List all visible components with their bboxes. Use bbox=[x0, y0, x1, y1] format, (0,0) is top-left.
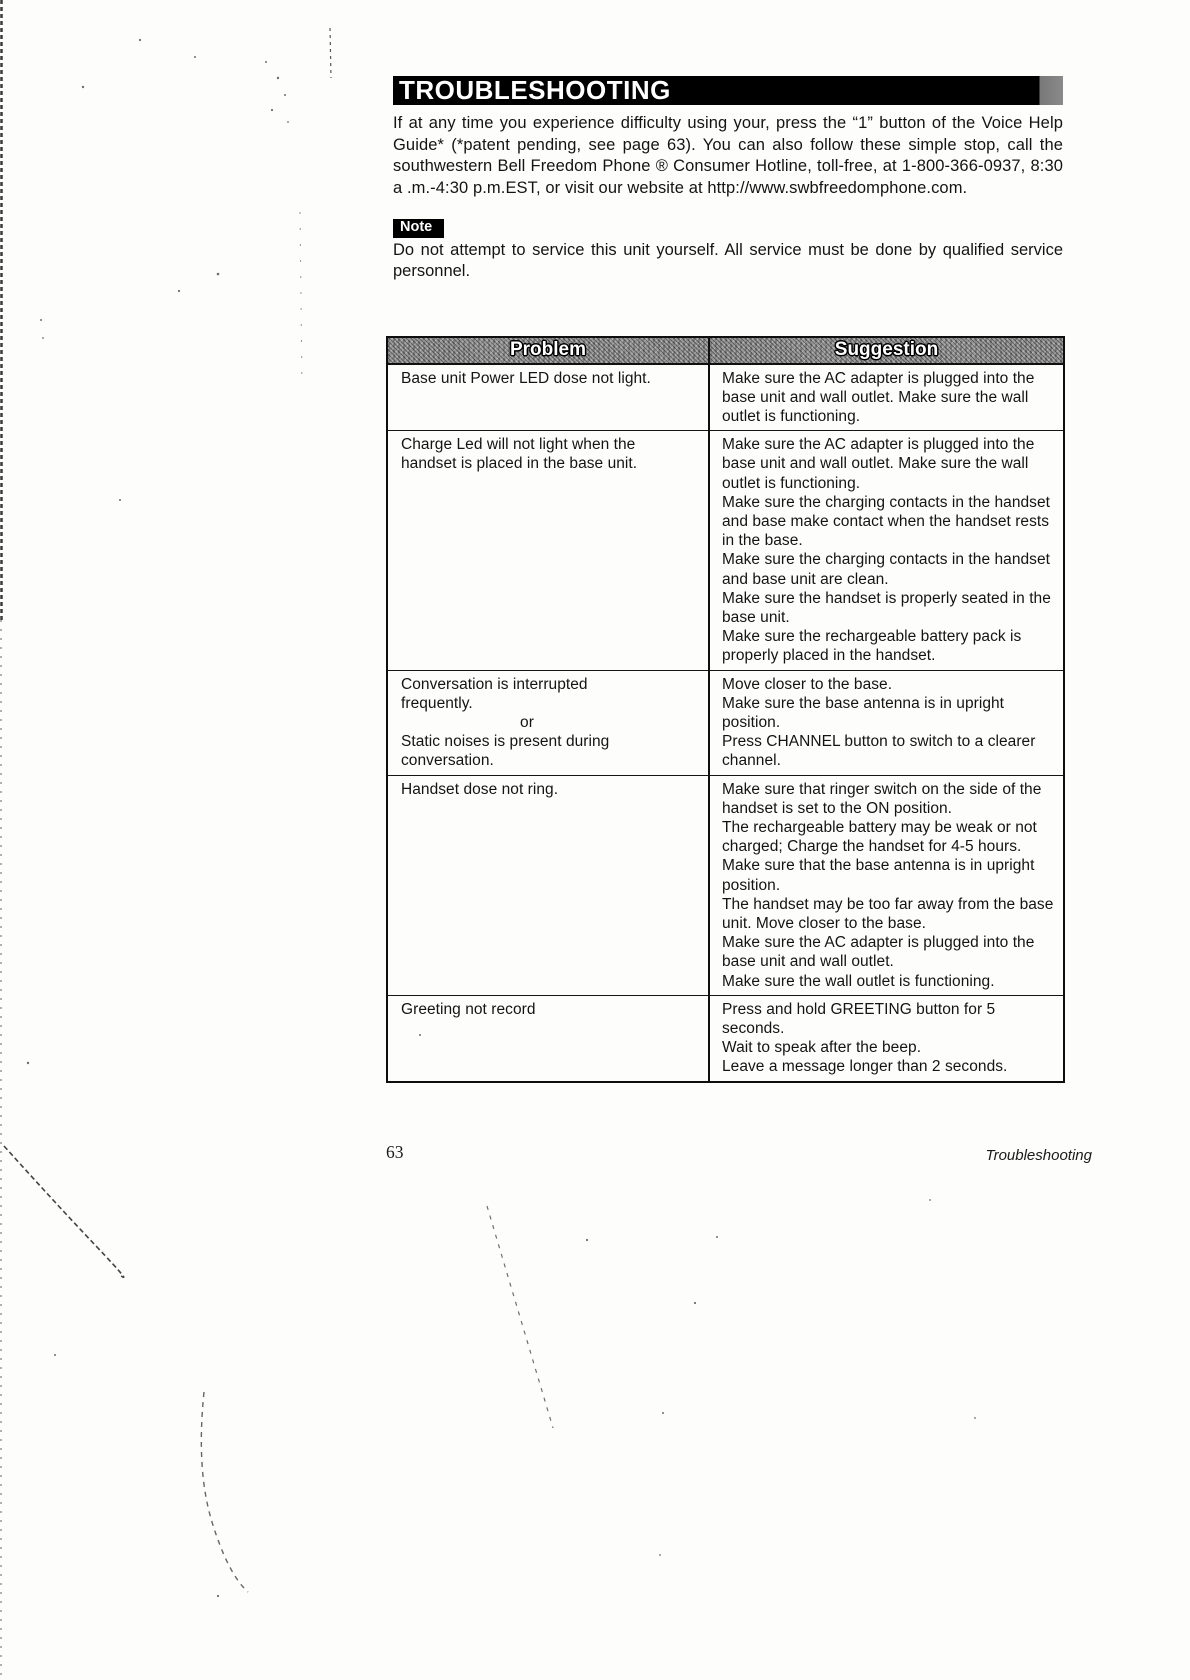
footer-section-label: Troubleshooting bbox=[985, 1147, 1092, 1164]
suggestion-item: The handset may be too far away from the base unit. Move closer to the base. bbox=[722, 895, 1054, 932]
problem-line: Charge Led will not light when the handset is placed in the base unit. bbox=[401, 436, 638, 473]
note-badge-label: Note bbox=[400, 218, 433, 235]
suggestion-cell bbox=[709, 995, 1064, 1081]
suggestion-item: Press and hold GREETING button for 5 seconds. bbox=[722, 1000, 996, 1037]
problem-cell bbox=[387, 995, 709, 1081]
page-number: 63 bbox=[386, 1142, 404, 1162]
problem-cell bbox=[387, 431, 709, 670]
suggestion-cell bbox=[709, 670, 1064, 775]
troubleshooting-table-body bbox=[387, 364, 1064, 1082]
page-title: TROUBLESHOOTING bbox=[399, 75, 671, 105]
problem-line: Base unit Power LED dose not light. bbox=[401, 369, 651, 387]
suggestion-item: Move closer to the base. bbox=[722, 675, 893, 693]
suggestion-item: Make sure that ringer switch on the side of the handset is set to the ON position. bbox=[722, 780, 1042, 817]
suggestion-column-header: Suggestion bbox=[709, 337, 1064, 364]
table-row bbox=[387, 995, 1064, 1081]
table-header-row bbox=[387, 337, 1064, 364]
intro-paragraph: If at any time you experience difficulty using your, press the “1” button of the Voice Help Guide* (*patent pending, see page 63). You can also follow these simple stop, call the southwestern Bell Freedom Phone ® Consumer Hotline, toll-free, at 1-800-366-0937, 8:30 a .m.-4:30 p.m.EST, or visit our website at http://www.swbfreedomphone.com. bbox=[393, 114, 1063, 197]
suggestion-item: Make sure the AC adapter is plugged into the base unit and wall outlet. bbox=[722, 934, 1035, 971]
suggestion-item: Make sure the AC adapter is plugged into the base unit and wall outlet. Make sure the wall outlet is functioning. bbox=[722, 369, 1035, 425]
problem-line: Conversation is interrupted frequently. bbox=[401, 675, 588, 712]
table-row bbox=[387, 775, 1064, 995]
note-text: Do not attempt to service this unit yourself. All service must be done by qualified service personnel. bbox=[393, 240, 1063, 280]
suggestion-item: Make sure the wall outlet is functioning. bbox=[722, 972, 995, 990]
page-content bbox=[393, 76, 1063, 1083]
suggestion-item: Leave a message longer than 2 seconds. bbox=[722, 1058, 1008, 1076]
suggestion-item: Make sure the charging contacts in the handset and base make contact when the handset rests in the base. bbox=[722, 493, 1050, 550]
troubleshooting-table bbox=[386, 336, 1065, 1083]
problem-cell bbox=[387, 364, 709, 431]
suggestion-item: Make sure the base antenna is in upright position. bbox=[722, 694, 1005, 731]
problem-column-header: Problem bbox=[387, 337, 709, 364]
suggestion-item: The rechargeable battery may be weak or not charged; Charge the handset for 4-5 hours. bbox=[722, 818, 1037, 856]
suggestion-item: Wait to speak after the beep. bbox=[722, 1039, 922, 1057]
suggestion-cell bbox=[709, 431, 1064, 670]
problem-line: Static noises is present during conversation. bbox=[401, 733, 610, 770]
problem-line: or bbox=[520, 713, 534, 731]
suggestion-item: Make sure the rechargeable battery pack is properly placed in the handset. bbox=[722, 628, 1022, 665]
suggestion-item: Make sure the charging contacts in the handset and base unit are clean. bbox=[722, 551, 1050, 588]
suggestion-item: Make sure the AC adapter is plugged into the base unit and wall outlet. Make sure the wall outlet is functioning. bbox=[722, 436, 1035, 492]
suggestion-cell bbox=[709, 364, 1064, 431]
problem-cell bbox=[387, 670, 709, 775]
suggestion-item: Make sure the handset is properly seated in the base unit. bbox=[722, 589, 1051, 626]
note-badge bbox=[393, 219, 444, 238]
table-row bbox=[387, 431, 1064, 670]
problem-line: Greeting not record bbox=[401, 1000, 536, 1018]
suggestion-item: Make sure that the base antenna is in upright position. bbox=[722, 857, 1035, 894]
suggestion-cell bbox=[709, 775, 1064, 995]
suggestion-item: Press CHANNEL button to switch to a clearer channel. bbox=[722, 733, 1036, 770]
table-row bbox=[387, 670, 1064, 775]
section-title-bar bbox=[393, 76, 1063, 105]
table-row bbox=[387, 364, 1064, 431]
problem-line: Handset dose not ring. bbox=[401, 780, 559, 798]
problem-cell bbox=[387, 775, 709, 995]
